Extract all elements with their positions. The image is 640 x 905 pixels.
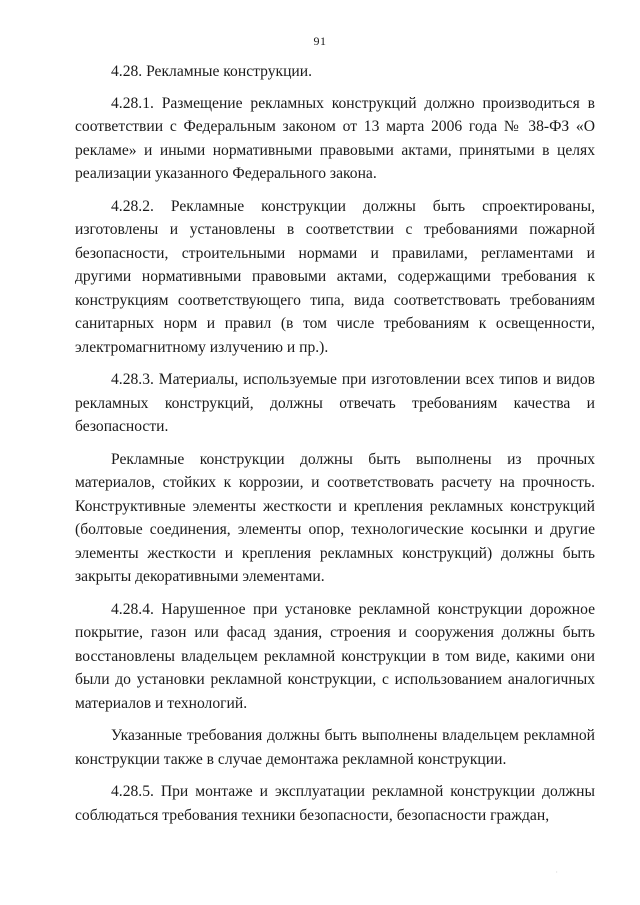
page-number: 91: [313, 34, 327, 48]
paragraph-4-28-1: 4.28.1. Размещение рекламных конструкций должно производиться в соответствии с Федеральным законом от 13 марта 2006 года № 38-ФЗ «О рекламе» и иными нормативными правовыми актами, принятыми в целях реализации указанного Федерального закона.: [75, 94, 595, 182]
section-heading: 4.28. Рекламные конструкции.: [111, 63, 313, 80]
paragraph-4-28-2: 4.28.2. Рекламные конструкции должны быть спроектированы, изготовлены и установлены в соответствии с требованиями пожарной безопасности, строительными нормами и правилами, регламентами и другими нормативными правовыми актами, содержащими требования к конструкциям соответствующего типа, вида соответствовать требованиям санитарных норм и правил (в том числе требованиям к освещенности, электромагнитному излучению и пр.).: [75, 197, 595, 356]
scan-artifact-dot: ·: [555, 868, 558, 877]
paragraph-4-28-4: 4.28.4. Нарушенное при установке рекламной конструкции дорожное покрытие, газон или фасад здания, строения и сооружения должны быть восстановлены владельцем рекламной конструкции в том виде, какими они были до установки рекламной конструкции, с использованием аналогичных материалов и технологий.: [75, 600, 595, 712]
paragraph-4-28-3: 4.28.3. Материалы, используемые при изготовлении всех типов и видов рекламных конструкций, должны отвечать требованиям качества и безопасности.: [75, 371, 595, 435]
paragraph-materials-requirements: Рекламные конструкции должны быть выполнены из прочных материалов, стойких к коррозии, и соответствовать расчету на прочность. Конструктивные элементы жесткости и крепления рекламных конструкций (болтовые соединения, элементы опор, технологические косынки и другие элементы жесткости и крепления рекламных конструкций) должны быть закрыты декоративными элементами.: [75, 450, 595, 585]
document-body: [75, 60, 595, 836]
paragraph-4-28-5: 4.28.5. При монтаже и эксплуатации рекламной конструкции должны соблюдаться требования техники безопасности, безопасности граждан,: [75, 783, 595, 824]
paragraph-dismantling-requirements: Указанные требования должны быть выполнены владельцем рекламной конструкции также в случае демонтажа рекламной конструкции.: [75, 727, 595, 768]
